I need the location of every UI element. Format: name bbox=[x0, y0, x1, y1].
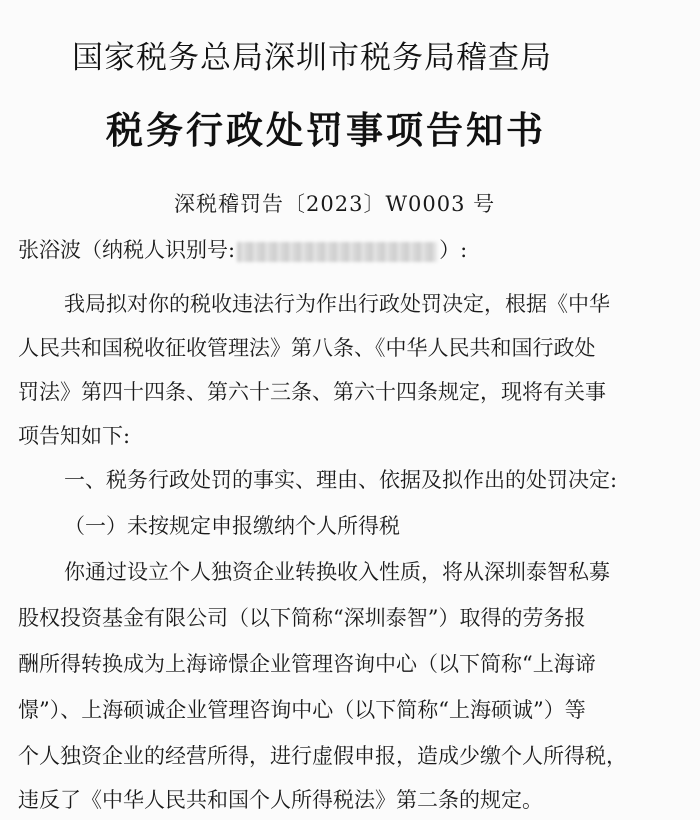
paragraph-2-line-5: 个人独资企业的经营所得，进行虚假申报，造成少缴个人所得税， bbox=[18, 744, 627, 768]
paragraph-1-line-2: 人民共和国税收征收管理法》第八条、《中华人民共和国行政处 bbox=[18, 336, 596, 360]
paragraph-2-line-1: 你通过设立个人独资企业转换收入性质，将从深圳泰智私募 bbox=[64, 560, 610, 584]
paragraph-2-line-3: 酬所得转换成为上海谛憬企业管理咨询中心（以下简称“上海谛 bbox=[18, 652, 596, 676]
paragraph-1-line-4: 项告知如下: bbox=[18, 424, 131, 448]
issuing-organization: 国家税务总局深圳市税务局稽查局 bbox=[72, 40, 552, 76]
paragraph-2-line-6: 违反了《中华人民共和国个人所得税法》第二条的规定。 bbox=[18, 788, 543, 812]
paragraph-2-line-4: 憬”）、上海硕诚企业管理咨询中心（以下简称“上海硕诚”）等 bbox=[18, 698, 586, 722]
paragraph-1-line-3: 罚法》第四十四条、第六十三条、第六十四条规定，现将有关事 bbox=[18, 380, 606, 404]
subsection-1-heading: （一）未按规定申报缴纳个人所得税 bbox=[64, 514, 400, 538]
addressee-suffix: ）: bbox=[439, 238, 468, 262]
section-1-heading: 一、税务行政处罚的事实、理由、依据及拟作出的处罚决定: bbox=[64, 468, 618, 492]
redacted-taxpayer-id bbox=[237, 242, 437, 262]
addressee-line bbox=[18, 234, 467, 264]
document-title: 税务行政处罚事项告知书 bbox=[106, 108, 546, 152]
addressee-name-prefix: 张浴波（纳税人识别号: bbox=[18, 238, 236, 262]
document-number: 深税稽罚告〔2023〕W0003 号 bbox=[174, 192, 496, 216]
paragraph-2-line-2: 股权投资基金有限公司（以下简称“深圳泰智”）取得的劳务报 bbox=[18, 606, 586, 630]
paragraph-1-line-1: 我局拟对你的税收违法行为作出行政处罚决定，根据《中华 bbox=[64, 292, 610, 316]
